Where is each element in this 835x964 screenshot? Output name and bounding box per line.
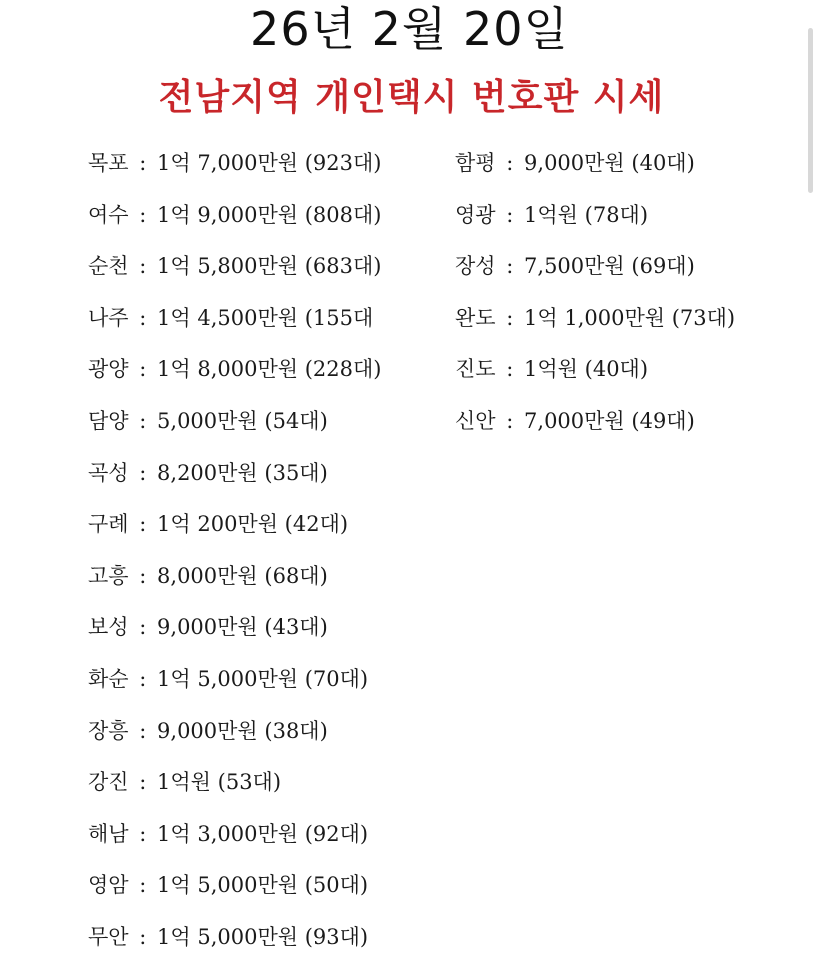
page-title: 전남지역 개인택시 번호판 시세 bbox=[158, 77, 665, 118]
region-name: 담양 bbox=[88, 408, 129, 433]
price-row bbox=[455, 293, 735, 345]
colon-separator: : bbox=[139, 821, 147, 846]
region-name: 무안 bbox=[88, 924, 129, 949]
colon-separator: : bbox=[506, 305, 514, 330]
price-value: 9,000만원 (38대) bbox=[157, 718, 328, 743]
region-name: 순천 bbox=[88, 254, 129, 279]
price-row bbox=[88, 654, 381, 706]
price-row bbox=[88, 809, 381, 861]
price-row bbox=[88, 396, 381, 448]
region-name: 목포 bbox=[88, 151, 129, 175]
region-name: 나주 bbox=[88, 305, 129, 330]
date-heading: 26년 2월 20일 bbox=[250, 2, 569, 56]
region-name: 영암 bbox=[88, 873, 129, 898]
price-value: 8,200만원 (35대) bbox=[157, 460, 328, 485]
price-row bbox=[88, 912, 381, 964]
price-row bbox=[88, 551, 381, 603]
colon-separator: : bbox=[139, 408, 147, 433]
region-name: 해남 bbox=[88, 821, 129, 846]
price-row bbox=[88, 757, 381, 809]
colon-separator: : bbox=[139, 666, 147, 691]
price-row bbox=[88, 241, 381, 293]
region-name: 함평 bbox=[455, 151, 496, 175]
price-value: 1억 5,000만원 (93대) bbox=[157, 924, 369, 949]
price-value: 1억 8,000만원 (228대) bbox=[157, 357, 382, 382]
colon-separator: : bbox=[506, 151, 514, 175]
region-name: 진도 bbox=[455, 357, 496, 382]
colon-separator: : bbox=[506, 357, 514, 382]
region-name: 곡성 bbox=[88, 460, 129, 485]
colon-separator: : bbox=[139, 563, 147, 588]
price-value: 1억 5,000만원 (70대) bbox=[157, 666, 369, 691]
colon-separator: : bbox=[139, 718, 147, 743]
region-name: 광양 bbox=[88, 357, 129, 382]
price-value: 1억 5,000만원 (50대) bbox=[157, 873, 369, 898]
price-value: 7,000만원 (49대) bbox=[524, 408, 695, 433]
price-row bbox=[455, 138, 735, 190]
colon-separator: : bbox=[506, 254, 514, 279]
colon-separator: : bbox=[506, 202, 514, 227]
price-value: 1억 9,000만원 (808대) bbox=[157, 202, 382, 227]
price-value: 8,000만원 (68대) bbox=[157, 563, 328, 588]
region-name: 강진 bbox=[88, 770, 129, 795]
price-value: 1억 4,500만원 (155대 bbox=[157, 305, 374, 330]
region-name: 구례 bbox=[88, 512, 129, 537]
right-price-list bbox=[455, 138, 735, 448]
price-value: 1억 200만원 (42대) bbox=[157, 512, 349, 537]
colon-separator: : bbox=[139, 254, 147, 279]
region-name: 장흥 bbox=[88, 718, 129, 743]
price-row bbox=[455, 241, 735, 293]
colon-separator: : bbox=[139, 305, 147, 330]
price-row bbox=[88, 190, 381, 242]
colon-separator: : bbox=[139, 357, 147, 382]
region-name: 보성 bbox=[88, 615, 129, 640]
region-name: 영광 bbox=[455, 202, 496, 227]
colon-separator: : bbox=[139, 512, 147, 537]
price-value: 1억 5,800만원 (683대) bbox=[157, 254, 382, 279]
region-name: 장성 bbox=[455, 254, 496, 279]
colon-separator: : bbox=[139, 924, 147, 949]
price-value: 1억 3,000만원 (92대) bbox=[157, 821, 369, 846]
colon-separator: : bbox=[139, 460, 147, 485]
price-value: 1억원 (53대) bbox=[157, 770, 282, 795]
price-row bbox=[88, 293, 381, 345]
price-value: 1억 7,000만원 (923대) bbox=[157, 151, 382, 175]
colon-separator: : bbox=[139, 151, 147, 175]
colon-separator: : bbox=[139, 873, 147, 898]
region-name: 여수 bbox=[88, 202, 129, 227]
colon-separator: : bbox=[139, 615, 147, 640]
price-row bbox=[455, 396, 735, 448]
price-row bbox=[88, 344, 381, 396]
price-value: 7,500만원 (69대) bbox=[524, 254, 695, 279]
region-name: 고흥 bbox=[88, 563, 129, 588]
region-name: 화순 bbox=[88, 666, 129, 691]
price-value: 5,000만원 (54대) bbox=[157, 408, 328, 433]
scrollbar[interactable] bbox=[808, 28, 813, 193]
colon-separator: : bbox=[139, 202, 147, 227]
price-row bbox=[88, 602, 381, 654]
price-row bbox=[88, 860, 381, 912]
price-row bbox=[88, 448, 381, 500]
price-value: 9,000만원 (43대) bbox=[157, 615, 328, 640]
price-row bbox=[88, 706, 381, 758]
colon-separator: : bbox=[139, 770, 147, 795]
left-price-list bbox=[88, 138, 381, 964]
price-row bbox=[455, 344, 735, 396]
region-name: 신안 bbox=[455, 408, 496, 433]
colon-separator: : bbox=[506, 408, 514, 433]
price-value: 9,000만원 (40대) bbox=[524, 151, 695, 175]
region-name: 완도 bbox=[455, 305, 496, 330]
price-row bbox=[455, 190, 735, 242]
price-row bbox=[88, 499, 381, 551]
price-value: 1억원 (78대) bbox=[524, 202, 649, 227]
price-row bbox=[88, 138, 381, 190]
price-value: 1억원 (40대) bbox=[524, 357, 649, 382]
price-value: 1억 1,000만원 (73대) bbox=[524, 305, 736, 330]
